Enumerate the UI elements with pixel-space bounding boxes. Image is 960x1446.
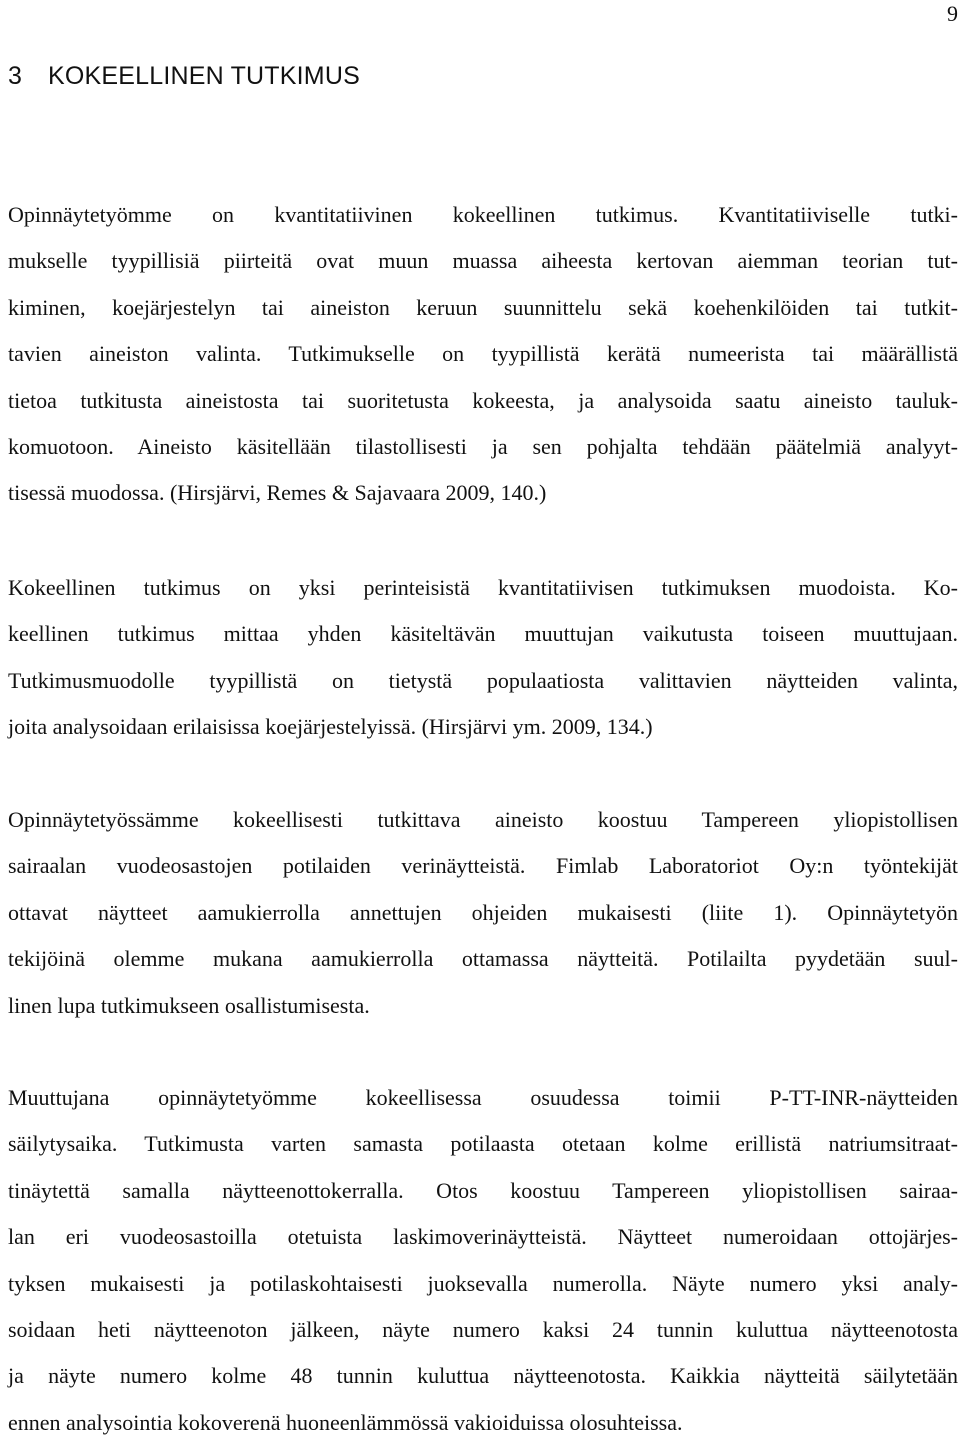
text-line: sairaalan vuodeosastojen potilaiden verinäytteistä. Fimlab Laboratoriot Oy:n työntekijät [8,853,958,879]
text-line: Muuttujana opinnäytetyömme kokeellisessa osuudessa toimii P-TT-INR-näytteiden [8,1085,958,1110]
text-line: linen lupa tutkimukseen osallistumisesta. [8,992,370,1018]
chapter-title: KOKEELLINEN TUTKIMUS [48,62,360,90]
text-line: joita analysoidaan erilaisissa koejärjestelyissä. (Hirsjärvi ym. 2009, 134.) [8,714,653,740]
paragraph-3 [8,797,958,1029]
chapter-heading [8,60,360,92]
text-line: Opinnäytetyömme on kvantitatiivinen kokeellinen tutkimus. Kvantitatiiviselle tutki- [8,202,958,227]
text-line: tyksen mukaisesti ja potilaskohtaisesti juoksevalla numerolla. Näyte numero yksi analy- [8,1270,958,1296]
text-line: lan eri vuodeosastoilla otetuista laskimoverinäytteistä. Näytteet numeroidaan ottojärjes- [8,1224,958,1250]
chapter-number: 3 [8,62,23,90]
text-line: tietoa tutkitusta aineistosta tai suoritetusta kokeesta, ja analysoida saatu aineisto tauluk- [8,387,958,413]
text-line: keellinen tutkimus mittaa yhden käsiteltävän muuttujan vaikutusta toiseen muuttujaan. [8,621,958,647]
text-line: ja näyte numero kolme 48 tunnin kuluttua näytteenotosta. Kaikkia näytteitä säilytetään [8,1363,958,1389]
text-line: soidaan heti näytteenoton jälkeen, näyte numero kaksi 24 tunnin kuluttua näytteenotosta [8,1317,958,1343]
paragraph-4 [8,1075,958,1446]
text-line: tavien aineiston valinta. Tutkimukselle on tyypillistä kerätä numeerista tai määrällistä [8,341,958,367]
text-line: Opinnäytetyössämme kokeellisesti tutkittava aineisto koostuu Tampereen yliopistollisen [8,807,958,832]
text-line: komuotoon. Aineisto käsitellään tilastollisesti ja sen pohjalta tehdään päätelmiä analyyt- [8,434,958,460]
text-line: tinäytettä samalla näytteenottokerralla. Otos koostuu Tampereen yliopistollisen sairaa- [8,1177,958,1203]
paragraph-2 [8,565,958,751]
text-line: Kokeellinen tutkimus on yksi perinteisistä kvantitatiivisen tutkimuksen muodoista. Ko- [8,575,958,600]
text-line: säilytysaika. Tutkimusta varten samasta potilaasta otetaan kolme erillistä natriumsitraat- [8,1131,958,1157]
text-line: Tutkimusmuodolle tyypillistä on tietystä populaatiosta valittavien näytteiden valinta, [8,667,958,693]
text-line: tekijöinä olemme mukana aamukierrolla ottamassa näytteitä. Potilailta pyydetään suul- [8,946,958,972]
paragraph-1 [8,192,958,517]
page-number: 9 [947,1,958,26]
text-line: tisessä muodossa. (Hirsjärvi, Remes & Sajavaara 2009, 140.) [8,480,547,506]
text-line: mukselle tyypillisiä piirteitä ovat muun muassa aiheesta kertovan aiemman teorian tut- [8,248,958,274]
text-line: ottavat näytteet aamukierrolla annettujen ohjeiden mukaisesti (liite 1). Opinnäytetyön [8,899,958,925]
text-line: kiminen, koejärjestelyn tai aineiston keruun suunnittelu sekä koehenkilöiden tai tutkit- [8,294,958,320]
text-line: ennen analysointia kokoverenä huoneenlämmössä vakioiduissa olosuhteissa. [8,1409,683,1435]
